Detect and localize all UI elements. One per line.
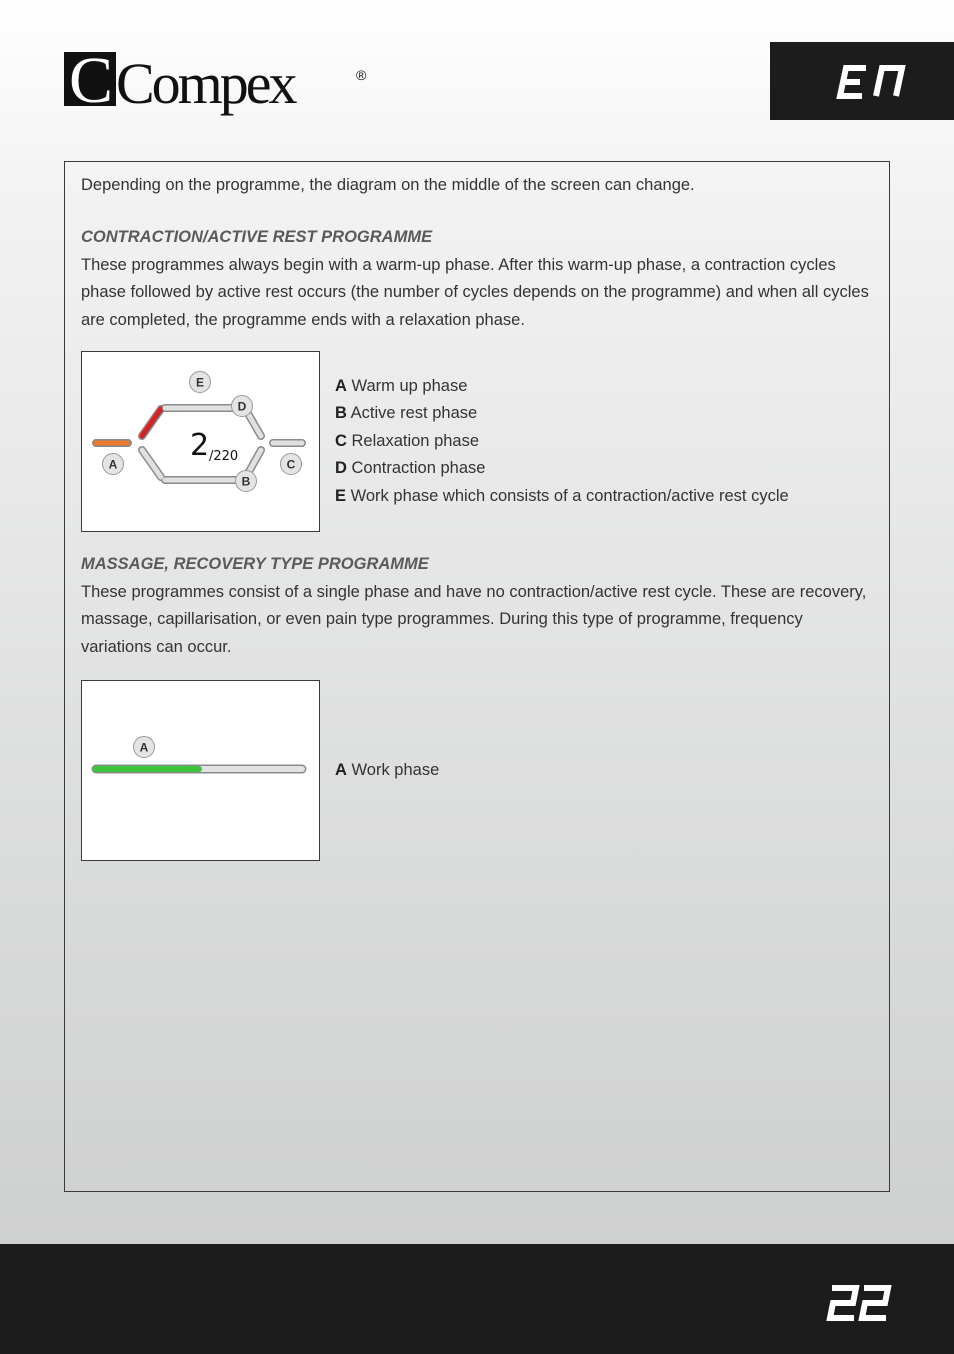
svg-text:B: B [241,474,251,489]
legend-item: D Contraction phase [335,459,486,478]
label-e [190,372,211,393]
work-phase-legend [335,757,439,784]
contraction-segment-active [142,409,161,436]
intro-text: Depending on the programme, the diagram on the middle of the screen can change. [81,176,695,194]
content-frame [64,161,890,1192]
footer-bar [0,1244,954,1354]
svg-text:A: A [139,740,149,755]
section-body-massage: These programmes consist of a single phase and have no contraction/active rest cycle. These are recovery, massage, capillarisation, or even pain type programmes. During this type of programme, frequency variations can occur. [81,583,867,656]
section-heading-contraction: CONTRACTION/ACTIVE REST PROGRAMME [81,228,433,246]
svg-text:C: C [68,46,112,117]
cycle-counter-total: /220 [209,449,239,464]
svg-text:D: D [237,399,247,414]
brand-wordmark: Compex [116,51,295,116]
label-b [236,471,257,492]
legend-item: E Work phase which consists of a contraction/active rest cycle [335,486,789,505]
section-heading-massage: MASSAGE, RECOVERY TYPE PROGRAMME [81,555,429,573]
label-d [232,396,253,417]
svg-text:22: 22 [826,1284,828,1285]
svg-text:C: C [286,457,296,472]
svg-text:A: A [108,457,118,472]
svg-text:E: E [195,375,205,390]
language-code [836,64,908,100]
legend-item: B Active rest phase [335,404,478,423]
work-phase-diagram [81,680,320,861]
section-body-contraction: These programmes always begin with a warm-up phase. After this warm-up phase, a contraction cycles phase followed by active rest occurs (the number of cycles depends on the programme) and when all cycles are completed, the programme ends with a relaxation phase. [81,256,869,329]
label-a [134,737,155,758]
cycle-legend [335,373,789,510]
legend-item: C Relaxation phase [335,431,480,450]
cycle-diagram [81,351,320,532]
compex-logo [64,46,374,120]
legend-item: A Warm up phase [335,377,468,395]
language-tab [770,42,954,120]
legend-item: A Work phase [335,761,440,779]
page-number [826,1284,892,1322]
label-a [103,454,124,475]
cycle-counter-current: 2 [190,428,210,463]
label-c [281,454,302,475]
svg-text:EN: EN [836,64,838,65]
registered-mark: ® [356,67,367,83]
